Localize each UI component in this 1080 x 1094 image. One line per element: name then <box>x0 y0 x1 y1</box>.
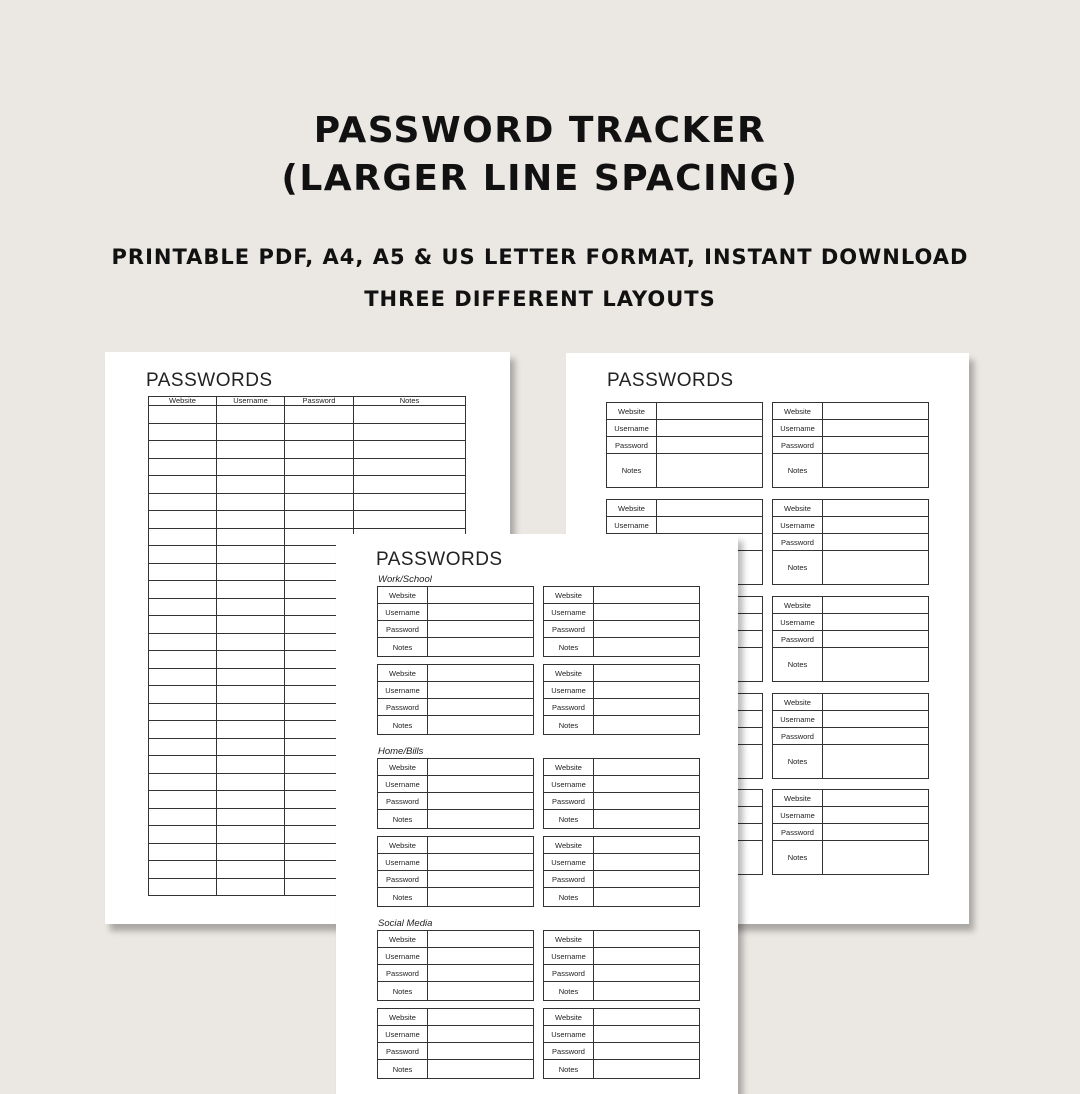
table-cell[interactable] <box>217 826 285 844</box>
card-field-notes[interactable] <box>823 454 928 487</box>
card-label-website: Website <box>378 587 428 604</box>
card-field-username[interactable] <box>428 1026 533 1043</box>
table-cell[interactable] <box>354 406 466 424</box>
table-cell[interactable] <box>149 791 217 809</box>
card-label-notes: Notes <box>544 888 594 906</box>
card-label-password: Password <box>544 871 594 888</box>
card-field-username[interactable] <box>428 604 533 621</box>
card-label-website: Website <box>378 1009 428 1026</box>
card-field-username[interactable] <box>823 420 928 437</box>
table-cell[interactable] <box>149 826 217 844</box>
card-field-password[interactable] <box>823 728 928 745</box>
card-field-username[interactable] <box>594 1026 699 1043</box>
table-cell[interactable] <box>354 476 466 494</box>
table-cell[interactable] <box>217 703 285 721</box>
card-field-password[interactable] <box>428 793 533 810</box>
card-field-notes[interactable] <box>428 638 533 656</box>
section-label-social-media: Social Media <box>378 918 433 929</box>
table-cell[interactable] <box>217 721 285 739</box>
card-label-notes: Notes <box>544 1060 594 1078</box>
card-label-notes: Notes <box>773 745 823 778</box>
headline-title-line2: (LARGER LINE SPACING) <box>281 158 799 199</box>
card-label-password: Password <box>544 621 594 638</box>
card-field-notes[interactable] <box>823 551 928 584</box>
card-field-notes[interactable] <box>594 716 699 734</box>
password-card <box>772 402 929 488</box>
table-cell[interactable] <box>149 686 217 704</box>
card-label-username: Username <box>544 948 594 965</box>
headline-title-line1: PASSWORD TRACKER <box>313 110 767 151</box>
table-row <box>149 423 466 441</box>
card-label-website: Website <box>378 931 428 948</box>
column-header: Notes <box>354 397 466 406</box>
password-card <box>377 758 534 829</box>
headline-subtitle-line2: THREE DIFFERENT LAYOUTS <box>364 287 716 311</box>
table-row <box>149 458 466 476</box>
card-field-password[interactable] <box>428 1043 533 1060</box>
card-field-notes[interactable] <box>823 648 928 681</box>
card-field-website[interactable] <box>428 931 533 948</box>
card-field-notes[interactable] <box>428 1060 533 1078</box>
table-cell[interactable] <box>149 861 217 879</box>
table-cell[interactable] <box>217 441 285 459</box>
card-field-username[interactable] <box>594 682 699 699</box>
card-field-notes[interactable] <box>428 888 533 906</box>
card-field-username[interactable] <box>428 854 533 871</box>
card-field-password[interactable] <box>594 965 699 982</box>
table-cell[interactable] <box>149 423 217 441</box>
card-field-notes[interactable] <box>428 810 533 828</box>
card-label-notes: Notes <box>773 551 823 584</box>
password-card <box>606 402 763 488</box>
table-cell[interactable] <box>217 668 285 686</box>
card-label-website: Website <box>773 597 823 614</box>
card-label-password: Password <box>544 793 594 810</box>
card-field-website[interactable] <box>594 665 699 682</box>
card-field-website[interactable] <box>594 759 699 776</box>
password-card <box>377 664 534 735</box>
card-label-username: Username <box>544 1026 594 1043</box>
card-label-username: Username <box>773 420 823 437</box>
password-card <box>543 664 700 735</box>
card-field-username[interactable] <box>428 682 533 699</box>
card-label-username: Username <box>607 517 657 534</box>
card-label-password: Password <box>773 824 823 841</box>
table-cell[interactable] <box>217 616 285 634</box>
password-card <box>377 586 534 657</box>
card-field-website[interactable] <box>428 665 533 682</box>
card-field-website[interactable] <box>823 790 928 807</box>
card-label-password: Password <box>378 1043 428 1060</box>
card-field-username[interactable] <box>594 854 699 871</box>
card-field-password[interactable] <box>594 1043 699 1060</box>
card-label-website: Website <box>378 837 428 854</box>
table-cell[interactable] <box>149 581 217 599</box>
table-cell[interactable] <box>149 668 217 686</box>
table-cell[interactable] <box>149 458 217 476</box>
card-field-password[interactable] <box>823 534 928 551</box>
table-header-row <box>149 397 466 406</box>
table-cell[interactable] <box>217 528 285 546</box>
card-label-website: Website <box>544 931 594 948</box>
card-field-notes[interactable] <box>594 810 699 828</box>
table-cell[interactable] <box>285 493 354 511</box>
password-card <box>543 930 700 1001</box>
table-cell[interactable] <box>149 808 217 826</box>
column-header: Username <box>217 397 285 406</box>
card-field-password[interactable] <box>823 631 928 648</box>
card-label-website: Website <box>607 403 657 420</box>
card-field-notes[interactable] <box>823 841 928 874</box>
card-field-notes[interactable] <box>594 1060 699 1078</box>
table-cell[interactable] <box>149 721 217 739</box>
table-cell[interactable] <box>285 406 354 424</box>
card-field-website[interactable] <box>823 694 928 711</box>
card-field-password[interactable] <box>823 437 928 454</box>
table-cell[interactable] <box>217 686 285 704</box>
password-card <box>772 789 929 875</box>
card-label-username: Username <box>773 517 823 534</box>
card-label-username: Username <box>378 604 428 621</box>
card-label-password: Password <box>773 631 823 648</box>
card-field-notes[interactable] <box>594 982 699 1000</box>
card-label-username: Username <box>544 776 594 793</box>
card-label-website: Website <box>544 587 594 604</box>
table-cell[interactable] <box>149 476 217 494</box>
table-cell[interactable] <box>217 791 285 809</box>
card-field-notes[interactable] <box>594 888 699 906</box>
card-label-notes: Notes <box>378 982 428 1000</box>
table-cell[interactable] <box>354 493 466 511</box>
card-label-username: Username <box>378 854 428 871</box>
card-label-password: Password <box>378 793 428 810</box>
table-cell[interactable] <box>149 511 217 529</box>
card-field-username[interactable] <box>823 807 928 824</box>
card-label-notes: Notes <box>378 810 428 828</box>
card-field-username[interactable] <box>657 420 762 437</box>
card-label-website: Website <box>378 665 428 682</box>
card-label-website: Website <box>378 759 428 776</box>
card-field-website[interactable] <box>594 931 699 948</box>
table-cell[interactable] <box>354 511 466 529</box>
table-row <box>149 406 466 424</box>
card-label-notes: Notes <box>607 454 657 487</box>
card-label-website: Website <box>544 665 594 682</box>
table-row <box>149 511 466 529</box>
table-cell[interactable] <box>217 738 285 756</box>
card-field-password[interactable] <box>594 793 699 810</box>
table-cell[interactable] <box>149 441 217 459</box>
table-cell[interactable] <box>149 756 217 774</box>
table-cell[interactable] <box>217 808 285 826</box>
card-field-website[interactable] <box>594 587 699 604</box>
card-label-website: Website <box>773 403 823 420</box>
password-card <box>772 499 929 585</box>
card-field-username[interactable] <box>657 517 762 534</box>
card-label-password: Password <box>607 437 657 454</box>
section-label-work-school: Work/School <box>378 574 432 585</box>
card-label-notes: Notes <box>773 648 823 681</box>
table-cell[interactable] <box>149 633 217 651</box>
table-cell[interactable] <box>217 458 285 476</box>
card-label-website: Website <box>544 759 594 776</box>
card-field-username[interactable] <box>428 948 533 965</box>
table-cell[interactable] <box>217 633 285 651</box>
table-cell[interactable] <box>217 546 285 564</box>
card-field-website[interactable] <box>657 403 762 420</box>
card-label-username: Username <box>773 711 823 728</box>
card-field-username[interactable] <box>823 517 928 534</box>
card-field-password[interactable] <box>594 621 699 638</box>
table-cell[interactable] <box>149 493 217 511</box>
table-cell[interactable] <box>149 843 217 861</box>
card-label-password: Password <box>378 871 428 888</box>
table-cell[interactable] <box>217 878 285 896</box>
card-label-website: Website <box>773 694 823 711</box>
table-cell[interactable] <box>217 563 285 581</box>
table-cell[interactable] <box>217 511 285 529</box>
card-label-website: Website <box>544 837 594 854</box>
table-cell[interactable] <box>217 861 285 879</box>
password-card <box>772 596 929 682</box>
card-field-notes[interactable] <box>428 716 533 734</box>
card-label-username: Username <box>378 776 428 793</box>
table-cell[interactable] <box>217 651 285 669</box>
card-label-password: Password <box>544 1043 594 1060</box>
table-cell[interactable] <box>285 441 354 459</box>
table-cell[interactable] <box>217 843 285 861</box>
table-cell[interactable] <box>217 406 285 424</box>
card-label-password: Password <box>378 699 428 716</box>
password-card <box>543 836 700 907</box>
table-row <box>149 441 466 459</box>
table-cell[interactable] <box>217 476 285 494</box>
table-cell[interactable] <box>149 598 217 616</box>
table-cell[interactable] <box>149 546 217 564</box>
card-label-password: Password <box>544 699 594 716</box>
card-field-password[interactable] <box>657 437 762 454</box>
card-label-password: Password <box>773 534 823 551</box>
card-label-password: Password <box>544 965 594 982</box>
table-cell[interactable] <box>217 756 285 774</box>
table-cell[interactable] <box>149 738 217 756</box>
card-field-password[interactable] <box>594 699 699 716</box>
card-label-website: Website <box>773 500 823 517</box>
card-field-website[interactable] <box>823 403 928 420</box>
front-page <box>336 534 738 1094</box>
table-cell[interactable] <box>285 476 354 494</box>
card-label-notes: Notes <box>378 1060 428 1078</box>
password-card <box>772 693 929 779</box>
card-label-password: Password <box>378 621 428 638</box>
card-field-notes[interactable] <box>657 454 762 487</box>
table-cell[interactable] <box>217 598 285 616</box>
card-label-notes: Notes <box>544 982 594 1000</box>
table-row <box>149 493 466 511</box>
table-cell[interactable] <box>217 581 285 599</box>
card-field-password[interactable] <box>428 699 533 716</box>
card-field-username[interactable] <box>823 614 928 631</box>
table-cell[interactable] <box>217 493 285 511</box>
table-cell[interactable] <box>354 423 466 441</box>
column-header: Password <box>285 397 354 406</box>
card-label-notes: Notes <box>544 716 594 734</box>
table-cell[interactable] <box>149 616 217 634</box>
card-field-website[interactable] <box>428 587 533 604</box>
table-cell[interactable] <box>285 511 354 529</box>
table-cell[interactable] <box>354 441 466 459</box>
card-label-notes: Notes <box>378 638 428 656</box>
card-field-username[interactable] <box>823 711 928 728</box>
table-cell[interactable] <box>149 563 217 581</box>
card-field-notes[interactable] <box>428 982 533 1000</box>
card-field-password[interactable] <box>594 871 699 888</box>
card-label-username: Username <box>544 604 594 621</box>
card-field-password[interactable] <box>428 965 533 982</box>
front-page-title: PASSWORDS <box>376 549 503 570</box>
password-card <box>377 1008 534 1079</box>
card-label-username: Username <box>378 682 428 699</box>
card-field-password[interactable] <box>428 871 533 888</box>
card-label-website: Website <box>544 1009 594 1026</box>
password-card <box>543 1008 700 1079</box>
card-label-notes: Notes <box>378 716 428 734</box>
card-label-notes: Notes <box>544 810 594 828</box>
card-label-username: Username <box>378 948 428 965</box>
card-field-password[interactable] <box>823 824 928 841</box>
card-field-username[interactable] <box>428 776 533 793</box>
card-label-password: Password <box>773 437 823 454</box>
card-field-website[interactable] <box>428 1009 533 1026</box>
card-label-username: Username <box>544 682 594 699</box>
card-label-username: Username <box>378 1026 428 1043</box>
card-field-notes[interactable] <box>823 745 928 778</box>
table-cell[interactable] <box>285 458 354 476</box>
card-field-username[interactable] <box>594 776 699 793</box>
card-field-website[interactable] <box>428 837 533 854</box>
password-card <box>543 586 700 657</box>
right-page-title: PASSWORDS <box>607 370 734 391</box>
card-label-password: Password <box>773 728 823 745</box>
table-cell[interactable] <box>217 773 285 791</box>
table-cell[interactable] <box>149 878 217 896</box>
table-cell[interactable] <box>149 528 217 546</box>
card-label-password: Password <box>378 965 428 982</box>
table-cell[interactable] <box>149 406 217 424</box>
card-field-website[interactable] <box>657 500 762 517</box>
card-label-website: Website <box>773 790 823 807</box>
password-card <box>543 758 700 829</box>
card-field-website[interactable] <box>823 597 928 614</box>
card-field-website[interactable] <box>823 500 928 517</box>
card-field-website[interactable] <box>594 1009 699 1026</box>
card-field-username[interactable] <box>594 604 699 621</box>
card-field-website[interactable] <box>428 759 533 776</box>
table-cell[interactable] <box>354 458 466 476</box>
table-cell[interactable] <box>149 703 217 721</box>
card-field-username[interactable] <box>594 948 699 965</box>
card-label-notes: Notes <box>773 841 823 874</box>
card-label-website: Website <box>607 500 657 517</box>
card-label-username: Username <box>773 614 823 631</box>
card-label-notes: Notes <box>544 638 594 656</box>
table-cell[interactable] <box>149 773 217 791</box>
headline-subtitle-line1: PRINTABLE PDF, A4, A5 & US LETTER FORMAT, INSTANT DOWNLOAD <box>111 245 969 269</box>
card-label-username: Username <box>773 807 823 824</box>
table-row <box>149 476 466 494</box>
card-label-username: Username <box>544 854 594 871</box>
card-label-username: Username <box>607 420 657 437</box>
table-cell[interactable] <box>217 423 285 441</box>
left-page-title: PASSWORDS <box>146 370 273 391</box>
password-card <box>377 836 534 907</box>
card-field-notes[interactable] <box>594 638 699 656</box>
column-header: Website <box>149 397 217 406</box>
table-cell[interactable] <box>149 651 217 669</box>
card-label-notes: Notes <box>378 888 428 906</box>
card-label-notes: Notes <box>773 454 823 487</box>
table-cell[interactable] <box>285 423 354 441</box>
card-field-website[interactable] <box>594 837 699 854</box>
section-label-home-bills: Home/Bills <box>378 746 424 757</box>
card-field-password[interactable] <box>428 621 533 638</box>
password-card <box>377 930 534 1001</box>
